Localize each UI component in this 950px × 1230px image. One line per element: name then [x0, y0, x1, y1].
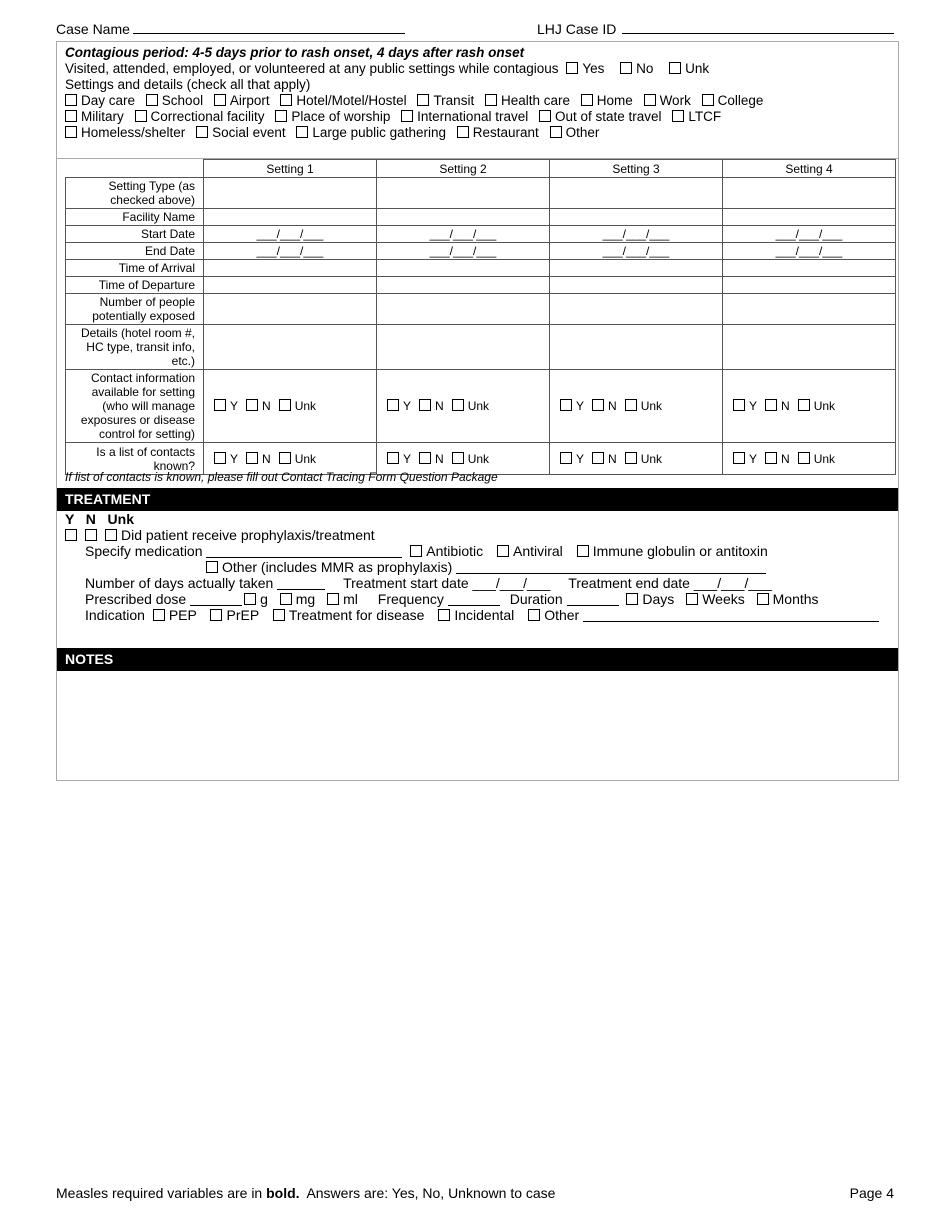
frequency-label: Frequency — [377, 591, 444, 607]
setting-option[interactable]: Large public gathering — [296, 125, 446, 140]
unk-option[interactable]: Unk — [625, 452, 662, 466]
setting-option[interactable]: School — [146, 93, 203, 108]
setting-option[interactable]: Correctional facility — [135, 109, 265, 124]
table-row — [66, 243, 896, 260]
y-option[interactable]: Y — [387, 399, 411, 413]
y-option[interactable]: Y — [560, 399, 584, 413]
days-label: Days — [642, 591, 675, 607]
mg-label: mg — [295, 591, 316, 607]
form-frame — [56, 41, 899, 781]
dose-field[interactable] — [190, 594, 242, 606]
other-mmr-label: Other (includes MMR as prophylaxis) — [222, 559, 453, 575]
unk-option[interactable]: Unk — [452, 452, 489, 466]
specify-medication-label: Specify medication — [85, 543, 203, 559]
prophylaxis-n-checkbox[interactable] — [85, 529, 97, 541]
setting-option[interactable]: Airport — [214, 93, 270, 108]
antiviral-label: Antiviral — [513, 543, 563, 559]
months-checkbox[interactable] — [757, 593, 769, 605]
n-option[interactable]: N — [246, 452, 271, 466]
visited-unk-label: Unk — [685, 61, 710, 76]
row-label: Number of people potentially exposed — [66, 294, 204, 325]
setting-option[interactable]: International travel — [401, 109, 528, 124]
months-label: Months — [772, 591, 819, 607]
settings-row-1 — [65, 93, 893, 109]
setting-option[interactable]: Home — [581, 93, 633, 108]
lhj-case-id-field[interactable] — [622, 22, 894, 34]
date-cell[interactable]: ___/___/___ — [204, 243, 377, 260]
n-option[interactable]: N — [419, 399, 444, 413]
cell-input[interactable] — [377, 277, 550, 294]
contact-tracing-note: If list of contacts is known, please fill out Contact Tracing Form Question Package — [65, 470, 498, 484]
setting-option[interactable]: Transit — [417, 93, 474, 108]
duration-label: Duration — [509, 591, 563, 607]
table-row — [66, 370, 896, 443]
row-label: Time of Arrival — [66, 260, 204, 277]
prophylaxis-unk-checkbox[interactable] — [105, 529, 117, 541]
case-name-label: Case Name — [56, 21, 130, 37]
n-option[interactable]: N — [246, 399, 271, 413]
cell-input[interactable] — [204, 260, 377, 277]
date-cell[interactable]: ___/___/___ — [377, 226, 550, 243]
setting-option[interactable]: College — [702, 93, 764, 108]
cell-input[interactable] — [377, 260, 550, 277]
column-header: Setting 2 — [377, 160, 550, 178]
row-label: Contact information available for setting (who will manage exposures or disease control for setting) — [66, 370, 204, 443]
n-option[interactable]: N — [592, 452, 617, 466]
n-option[interactable]: N — [765, 399, 790, 413]
date-cell[interactable]: ___/___/___ — [550, 226, 723, 243]
date-cell[interactable]: ___/___/___ — [377, 243, 550, 260]
g-label: g — [260, 591, 268, 607]
settings-row-2 — [65, 109, 893, 125]
prescribed-dose-label: Prescribed dose — [85, 591, 187, 607]
table-row — [66, 209, 896, 226]
setting-option[interactable]: Day care — [65, 93, 135, 108]
other-indication-checkbox[interactable] — [528, 609, 540, 621]
cell-input[interactable] — [550, 277, 723, 294]
duration-field[interactable] — [567, 594, 619, 606]
days-taken-field[interactable] — [277, 578, 325, 590]
contagious-section — [65, 45, 893, 141]
settings-row-3 — [65, 125, 893, 141]
visited-question: Visited, attended, employed, or volunteered at any public settings while contagious — [65, 61, 559, 76]
visited-yes-checkbox[interactable] — [566, 62, 578, 74]
y-option[interactable]: Y — [560, 452, 584, 466]
cell-input[interactable] — [723, 209, 896, 226]
medication-field[interactable] — [206, 546, 402, 558]
other-mmr-field[interactable] — [456, 562, 766, 574]
weeks-label: Weeks — [702, 591, 745, 607]
settings-table — [65, 159, 896, 475]
table-row — [66, 260, 896, 277]
y-option[interactable]: Y — [387, 452, 411, 466]
unk-option[interactable]: Unk — [452, 399, 489, 413]
cell-input[interactable] — [550, 178, 723, 209]
visited-yes-label: Yes — [582, 61, 605, 76]
other-mmr-checkbox[interactable] — [206, 561, 218, 573]
weeks-checkbox[interactable] — [686, 593, 698, 605]
setting-option[interactable]: Other — [550, 125, 600, 140]
setting-option[interactable]: Military — [65, 109, 124, 124]
case-name-field[interactable] — [133, 22, 405, 34]
lhj-case-id-label: LHJ Case ID — [537, 21, 617, 37]
cell-input[interactable] — [550, 325, 723, 370]
date-cell[interactable]: ___/___/___ — [723, 243, 896, 260]
page-number: Page 4 — [849, 1185, 894, 1201]
ynu-cell — [723, 443, 896, 475]
cell-input[interactable] — [723, 325, 896, 370]
cell-input[interactable] — [550, 209, 723, 226]
notes-section-title: NOTES — [57, 648, 898, 671]
cell-input[interactable] — [550, 260, 723, 277]
contagious-title: Contagious period: 4-5 days prior to rash onset, 4 days after rash onset — [65, 45, 525, 60]
end-date-label: Treatment end date — [568, 575, 690, 591]
setting-option[interactable]: Out of state travel — [539, 109, 662, 124]
cell-input[interactable] — [204, 277, 377, 294]
column-header: Setting 4 — [723, 160, 896, 178]
antibiotic-checkbox[interactable] — [410, 545, 422, 557]
ml-checkbox[interactable] — [327, 593, 339, 605]
y-option[interactable]: Y — [733, 399, 757, 413]
cell-input[interactable] — [377, 325, 550, 370]
prophylaxis-question: Did patient receive prophylaxis/treatment — [121, 527, 375, 543]
pep-checkbox[interactable] — [153, 609, 165, 621]
cell-input[interactable] — [723, 260, 896, 277]
other-indication-label: Other — [544, 607, 580, 623]
setting-option[interactable]: Place of worship — [275, 109, 390, 124]
end-date-field[interactable]: ___/___/___ — [693, 575, 772, 591]
cell-input[interactable] — [204, 325, 377, 370]
cell-input[interactable] — [723, 178, 896, 209]
row-label: Is a list of contacts known? — [66, 443, 204, 475]
column-header: Setting 3 — [550, 160, 723, 178]
y-option[interactable]: Y — [214, 399, 238, 413]
cell-input[interactable] — [377, 209, 550, 226]
prep-checkbox[interactable] — [210, 609, 222, 621]
other-indication-field[interactable] — [583, 610, 879, 622]
cell-input[interactable] — [204, 178, 377, 209]
page-footer — [56, 1185, 894, 1201]
cell-input[interactable] — [377, 178, 550, 209]
days-taken-label: Number of days actually taken — [85, 575, 274, 591]
cell-input[interactable] — [204, 294, 377, 325]
column-header: Setting 1 — [204, 160, 377, 178]
indication-label: Indication — [85, 607, 145, 623]
footer-note-pre: Measles required variables are in — [56, 1185, 263, 1201]
cell-input[interactable] — [723, 294, 896, 325]
unk-option[interactable]: Unk — [798, 452, 835, 466]
n-option[interactable]: N — [765, 452, 790, 466]
y-option[interactable]: Y — [214, 452, 238, 466]
antiviral-checkbox[interactable] — [497, 545, 509, 557]
settings-label: Settings and details (check all that apply) — [65, 77, 311, 92]
unk-option[interactable]: Unk — [279, 399, 316, 413]
form-header — [56, 21, 894, 39]
unk-option[interactable]: Unk — [625, 399, 662, 413]
prophylaxis-y-checkbox[interactable] — [65, 529, 77, 541]
setting-option[interactable]: Restaurant — [457, 125, 539, 140]
setting-option[interactable]: Hotel/Motel/Hostel — [280, 93, 406, 108]
treatment-disease-label: Treatment for disease — [288, 607, 425, 623]
date-cell[interactable]: ___/___/___ — [723, 226, 896, 243]
ynu-cell — [550, 443, 723, 475]
n-option[interactable]: N — [592, 399, 617, 413]
row-label: Facility Name — [66, 209, 204, 226]
visited-unk-checkbox[interactable] — [669, 62, 681, 74]
days-checkbox[interactable] — [626, 593, 638, 605]
row-label: Start Date — [66, 226, 204, 243]
footer-note-bold: bold. — [266, 1185, 300, 1201]
g-checkbox[interactable] — [244, 593, 256, 605]
table-row — [66, 277, 896, 294]
row-label: Time of Departure — [66, 277, 204, 294]
cell-input[interactable] — [204, 209, 377, 226]
table-corner — [66, 160, 204, 178]
cell-input[interactable] — [550, 294, 723, 325]
frequency-field[interactable] — [448, 594, 500, 606]
start-date-field[interactable]: ___/___/___ — [472, 575, 551, 591]
cell-input[interactable] — [723, 277, 896, 294]
date-cell[interactable]: ___/___/___ — [550, 243, 723, 260]
ynu-cell — [723, 370, 896, 443]
row-label: Setting Type (as checked above) — [66, 178, 204, 209]
visited-no-label: No — [636, 61, 654, 76]
immune-globulin-label: Immune globulin or antitoxin — [592, 543, 768, 559]
table-row — [66, 178, 896, 209]
date-cell[interactable]: ___/___/___ — [204, 226, 377, 243]
setting-option[interactable]: Work — [644, 93, 691, 108]
ynu-cell — [377, 370, 550, 443]
setting-option[interactable]: Social event — [196, 125, 286, 140]
table-row — [66, 294, 896, 325]
table-row — [66, 325, 896, 370]
row-label: Details (hotel room #, HC type, transit info, etc.) — [66, 325, 204, 370]
unk-option[interactable]: Unk — [798, 399, 835, 413]
n-option[interactable]: N — [419, 452, 444, 466]
cell-input[interactable] — [377, 294, 550, 325]
setting-option[interactable]: LTCF — [672, 109, 721, 124]
ynu-header: Y N Unk — [65, 511, 134, 527]
incidental-checkbox[interactable] — [438, 609, 450, 621]
ynu-cell — [204, 370, 377, 443]
pep-label: PEP — [168, 607, 197, 623]
prep-label: PrEP — [226, 607, 259, 623]
y-option[interactable]: Y — [733, 452, 757, 466]
mg-checkbox[interactable] — [280, 593, 292, 605]
setting-option[interactable]: Homeless/shelter — [65, 125, 185, 140]
treatment-section — [65, 511, 893, 623]
treatment-section-title: TREATMENT — [57, 488, 898, 511]
notes-area[interactable] — [57, 671, 898, 780]
setting-option[interactable]: Health care — [485, 93, 570, 108]
ynu-cell — [550, 370, 723, 443]
table-row — [66, 226, 896, 243]
start-date-label: Treatment start date — [343, 575, 469, 591]
ml-label: ml — [343, 591, 358, 607]
row-label: End Date — [66, 243, 204, 260]
visited-no-checkbox[interactable] — [620, 62, 632, 74]
antibiotic-label: Antibiotic — [426, 543, 484, 559]
footer-note-post: Answers are: Yes, No, Unknown to case — [306, 1185, 556, 1201]
incidental-label: Incidental — [454, 607, 515, 623]
immune-globulin-checkbox[interactable] — [577, 545, 589, 557]
unk-option[interactable]: Unk — [279, 452, 316, 466]
treatment-disease-checkbox[interactable] — [273, 609, 285, 621]
